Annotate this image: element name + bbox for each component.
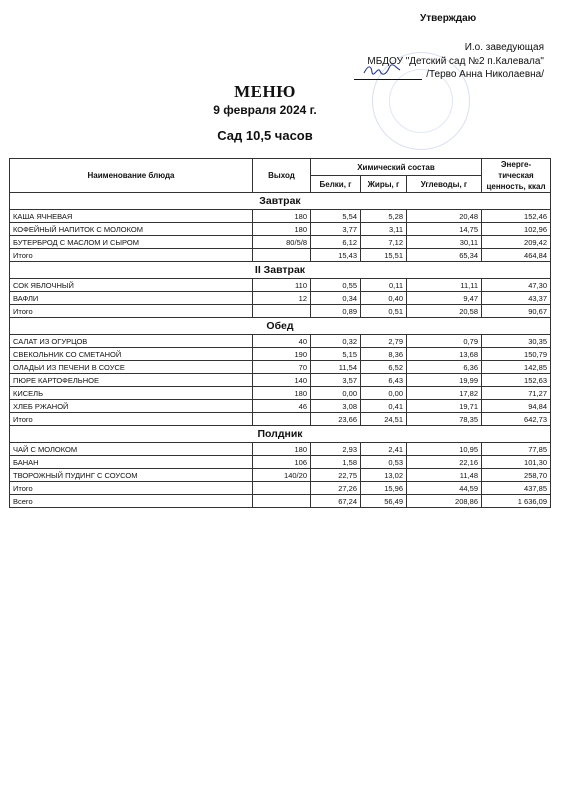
dish-yield: 180 <box>253 443 311 456</box>
menu-table <box>9 158 551 508</box>
table-row <box>10 223 551 236</box>
dish-protein: 22,75 <box>311 469 361 482</box>
header-chemical-composition: Химический состав <box>311 159 482 176</box>
approval-organization: МБДОУ "Детский сад №2 п.Калевала" <box>367 56 544 67</box>
total-row <box>10 482 551 495</box>
dish-protein: 6,12 <box>311 236 361 249</box>
grand-total-energy: 1 636,09 <box>482 495 551 508</box>
dish-fat: 5,28 <box>361 210 407 223</box>
section-header <box>10 262 551 279</box>
dish-energy: 142,85 <box>482 361 551 374</box>
dish-name: КИСЕЛЬ <box>10 387 253 400</box>
section-header <box>10 318 551 335</box>
total-carbs: 20,58 <box>407 305 482 318</box>
dish-carbs: 17,82 <box>407 387 482 400</box>
dish-yield: 180 <box>253 210 311 223</box>
dish-fat: 2,79 <box>361 335 407 348</box>
dish-name: СОК ЯБЛОЧНЫЙ <box>10 279 253 292</box>
dish-energy: 30,35 <box>482 335 551 348</box>
dish-yield: 190 <box>253 348 311 361</box>
dish-protein: 5,54 <box>311 210 361 223</box>
header-carbs: Углеводы, г <box>407 176 482 193</box>
dish-carbs: 19,99 <box>407 374 482 387</box>
table-row <box>10 279 551 292</box>
dish-energy: 101,30 <box>482 456 551 469</box>
dish-carbs: 9,47 <box>407 292 482 305</box>
table-row <box>10 456 551 469</box>
grand-total-protein: 67,24 <box>311 495 361 508</box>
dish-protein: 0,34 <box>311 292 361 305</box>
total-protein: 27,26 <box>311 482 361 495</box>
total-fat: 24,51 <box>361 413 407 426</box>
dish-energy: 77,85 <box>482 443 551 456</box>
total-yield-empty <box>253 413 311 426</box>
dish-energy: 71,27 <box>482 387 551 400</box>
dish-name: ХЛЕБ РЖАНОЙ <box>10 400 253 413</box>
dish-yield: 70 <box>253 361 311 374</box>
grand-total-carbs: 208,86 <box>407 495 482 508</box>
dish-name: БАНАН <box>10 456 253 469</box>
dish-energy: 152,63 <box>482 374 551 387</box>
header-dish-name: Наименование блюда <box>10 159 253 193</box>
table-row <box>10 374 551 387</box>
header-energy: Энерге-тическая ценность, ккал <box>482 159 551 193</box>
dish-yield: 180 <box>253 387 311 400</box>
total-label: Итого <box>10 482 253 495</box>
dish-yield: 12 <box>253 292 311 305</box>
dish-fat: 2,41 <box>361 443 407 456</box>
approval-signature-line <box>354 69 544 80</box>
total-protein: 0,89 <box>311 305 361 318</box>
dish-name: БУТЕРБРОД С МАСЛОМ И СЫРОМ <box>10 236 253 249</box>
total-yield-empty <box>253 249 311 262</box>
table-row <box>10 210 551 223</box>
dish-protein: 3,08 <box>311 400 361 413</box>
dish-carbs: 13,68 <box>407 348 482 361</box>
dish-protein: 11,54 <box>311 361 361 374</box>
dish-protein: 0,00 <box>311 387 361 400</box>
total-fat: 0,51 <box>361 305 407 318</box>
total-energy: 464,84 <box>482 249 551 262</box>
dish-energy: 43,37 <box>482 292 551 305</box>
dish-carbs: 10,95 <box>407 443 482 456</box>
dish-name: САЛАТ ИЗ ОГУРЦОВ <box>10 335 253 348</box>
dish-yield: 180 <box>253 223 311 236</box>
dish-fat: 6,43 <box>361 374 407 387</box>
menu-group: Сад 10,5 часов <box>217 128 313 143</box>
total-carbs: 65,34 <box>407 249 482 262</box>
dish-energy: 150,79 <box>482 348 551 361</box>
table-row <box>10 469 551 482</box>
dish-protein: 2,93 <box>311 443 361 456</box>
section-header <box>10 193 551 210</box>
menu-table-body <box>10 193 551 508</box>
dish-name: ТВОРОЖНЫЙ ПУДИНГ С СОУСОМ <box>10 469 253 482</box>
dish-carbs: 11,11 <box>407 279 482 292</box>
dish-yield: 80/5/8 <box>253 236 311 249</box>
approval-position: И.о. заведующая <box>464 42 544 53</box>
handwritten-signature <box>354 69 422 80</box>
table-row <box>10 292 551 305</box>
dish-name: ВАФЛИ <box>10 292 253 305</box>
section-title: Обед <box>10 318 551 335</box>
dish-protein: 0,55 <box>311 279 361 292</box>
dish-carbs: 20,48 <box>407 210 482 223</box>
total-yield-empty <box>253 305 311 318</box>
dish-name: ЧАЙ С МОЛОКОМ <box>10 443 253 456</box>
dish-carbs: 19,71 <box>407 400 482 413</box>
total-energy: 642,73 <box>482 413 551 426</box>
section-title: II Завтрак <box>10 262 551 279</box>
dish-protein: 0,32 <box>311 335 361 348</box>
dish-protein: 3,77 <box>311 223 361 236</box>
table-row <box>10 236 551 249</box>
dish-name: КАША ЯЧНЕВАЯ <box>10 210 253 223</box>
dish-fat: 6,52 <box>361 361 407 374</box>
approval-signatory: /Терво Анна Николаевна/ <box>426 69 544 80</box>
dish-yield: 140 <box>253 374 311 387</box>
total-carbs: 44,59 <box>407 482 482 495</box>
dish-energy: 47,30 <box>482 279 551 292</box>
dish-energy: 94,84 <box>482 400 551 413</box>
approval-title: Утверждаю <box>420 13 477 24</box>
dish-carbs: 0,79 <box>407 335 482 348</box>
dish-fat: 8,36 <box>361 348 407 361</box>
total-fat: 15,51 <box>361 249 407 262</box>
menu-date: 9 февраля 2024 г. <box>213 103 317 117</box>
header-fat: Жиры, г <box>361 176 407 193</box>
dish-name: СВЕКОЛЬНИК СО СМЕТАНОЙ <box>10 348 253 361</box>
dish-name: ОЛАДЬИ ИЗ ПЕЧЕНИ В СОУСЕ <box>10 361 253 374</box>
dish-name: ПЮРЕ КАРТОФЕЛЬНОЕ <box>10 374 253 387</box>
dish-carbs: 6,36 <box>407 361 482 374</box>
dish-energy: 102,96 <box>482 223 551 236</box>
dish-yield: 110 <box>253 279 311 292</box>
total-label: Итого <box>10 249 253 262</box>
total-fat: 15,96 <box>361 482 407 495</box>
table-row <box>10 387 551 400</box>
grand-total-label: Всего <box>10 495 253 508</box>
total-label: Итого <box>10 305 253 318</box>
dish-fat: 3,11 <box>361 223 407 236</box>
dish-fat: 0,41 <box>361 400 407 413</box>
section-header <box>10 426 551 443</box>
table-row <box>10 361 551 374</box>
menu-title: МЕНЮ <box>234 82 296 101</box>
section-title: Завтрак <box>10 193 551 210</box>
total-row <box>10 413 551 426</box>
dish-carbs: 14,75 <box>407 223 482 236</box>
dish-energy: 152,46 <box>482 210 551 223</box>
dish-fat: 0,53 <box>361 456 407 469</box>
total-label: Итого <box>10 413 253 426</box>
dish-fat: 13,02 <box>361 469 407 482</box>
dish-yield: 40 <box>253 335 311 348</box>
dish-yield: 106 <box>253 456 311 469</box>
total-carbs: 78,35 <box>407 413 482 426</box>
dish-yield: 46 <box>253 400 311 413</box>
grand-total-fat: 56,49 <box>361 495 407 508</box>
dish-fat: 0,00 <box>361 387 407 400</box>
total-row <box>10 249 551 262</box>
table-row <box>10 400 551 413</box>
dish-carbs: 22,16 <box>407 456 482 469</box>
table-row <box>10 348 551 361</box>
dish-fat: 0,11 <box>361 279 407 292</box>
dish-fat: 7,12 <box>361 236 407 249</box>
dish-protein: 1,58 <box>311 456 361 469</box>
dish-carbs: 11,48 <box>407 469 482 482</box>
dish-protein: 5,15 <box>311 348 361 361</box>
total-row <box>10 305 551 318</box>
total-energy: 90,67 <box>482 305 551 318</box>
total-protein: 23,66 <box>311 413 361 426</box>
total-yield-empty <box>253 482 311 495</box>
grand-total-yield-empty <box>253 495 311 508</box>
section-title: Полдник <box>10 426 551 443</box>
total-energy: 437,85 <box>482 482 551 495</box>
total-protein: 15,43 <box>311 249 361 262</box>
table-row <box>10 335 551 348</box>
dish-protein: 3,57 <box>311 374 361 387</box>
table-row <box>10 443 551 456</box>
header-yield: Выход <box>253 159 311 193</box>
dish-yield: 140/20 <box>253 469 311 482</box>
header-protein: Белки, г <box>311 176 361 193</box>
grand-total-row <box>10 495 551 508</box>
dish-energy: 258,70 <box>482 469 551 482</box>
dish-name: КОФЕЙНЫЙ НАПИТОК С МОЛОКОМ <box>10 223 253 236</box>
dish-carbs: 30,11 <box>407 236 482 249</box>
dish-energy: 209,42 <box>482 236 551 249</box>
dish-fat: 0,40 <box>361 292 407 305</box>
